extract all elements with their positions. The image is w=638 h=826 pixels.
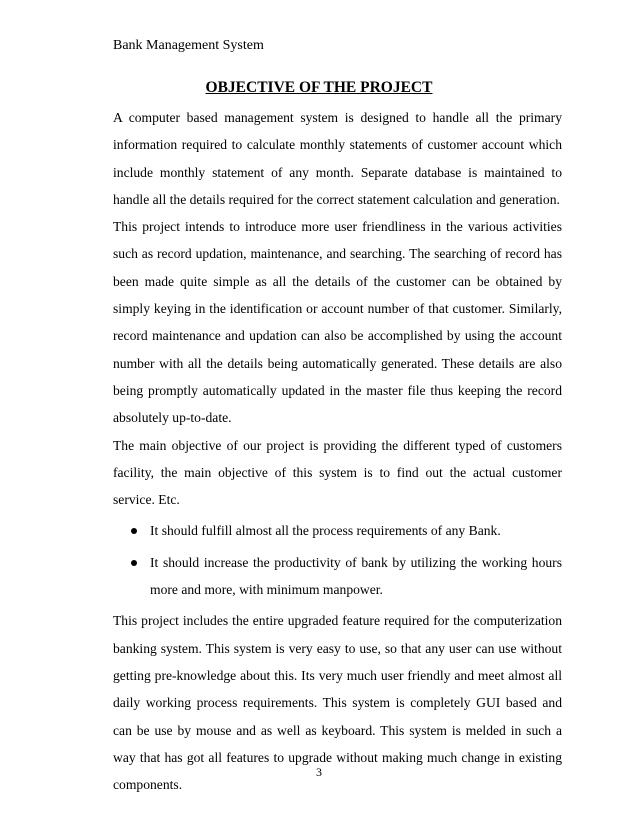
- bullet-icon: [131, 560, 137, 566]
- bullet-item: [113, 549, 562, 604]
- paragraph-main-objective: The main objective of our project is providing the different typed of customers facility, the main objective of this system is to find out the actual customer service. Etc.: [113, 437, 562, 508]
- bullet-text: It should increase the productivity of bank by utilizing the working hours more and more, with minimum manpower.: [150, 554, 562, 598]
- bullet-item: [113, 517, 562, 544]
- paragraph-user-friendliness: This project intends to introduce more user friendliness in the various activities such as record updation, maintenance, and searching. The searching of record has been made quite simple as all the details of the customer can be obtained by simply keying in the identification or account number of that customer. Similarly, record maintenance and updation can also be accomplished by using the account number with all the details being automatically generated. These details are also being promptly automatically updated in the master file thus keeping the record absolutely up-to-date.: [113, 219, 562, 426]
- page-title: OBJECTIVE OF THE PROJECT: [205, 79, 433, 96]
- body-content: [113, 104, 562, 798]
- paragraph-intro: A computer based management system is designed to handle all the primary information required to calculate monthly statements of customer account which include monthly statement of any month. Separate database is maintained to handle all the details required for the correct statement calculation and generation.: [113, 110, 562, 207]
- bullet-text: It should fulfill almost all the process requirements of any Bank.: [150, 523, 501, 539]
- paragraph-closing: This project includes the entire upgraded feature required for the computerization banking system. This system is very easy to use, so that any user can use without getting pre-knowledge about this. Its very much user friendly and meet almost all daily working process requirements. This system is completely GUI based and can be use by mouse and as well as keyboard. This system is melded in such a way that has got all features to upgrade without making much change in existing components.: [113, 613, 562, 793]
- objective-bullet-list: [113, 517, 562, 603]
- page-number: 3: [316, 765, 322, 779]
- running-header: Bank Management System: [113, 38, 264, 53]
- bullet-icon: [131, 528, 137, 534]
